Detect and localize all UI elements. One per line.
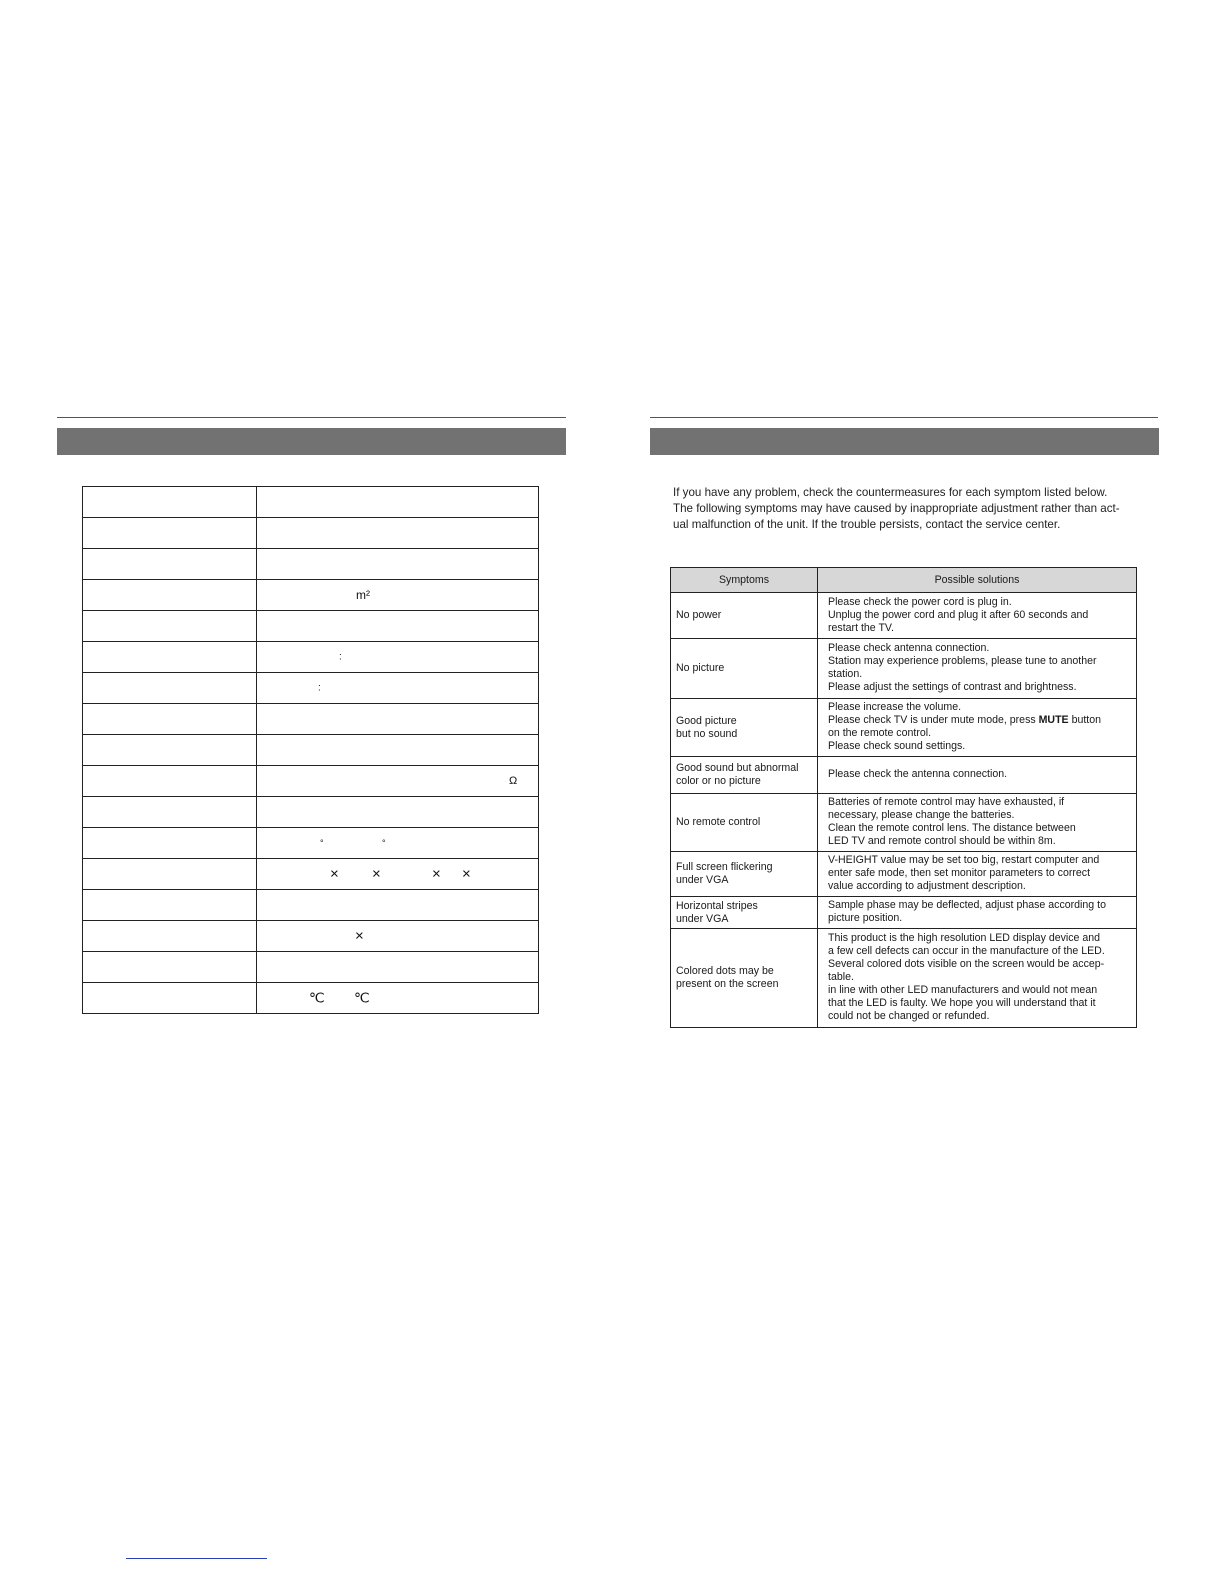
spec-label-cell bbox=[83, 642, 257, 673]
solution-cell bbox=[818, 794, 1137, 852]
spec-row bbox=[83, 611, 539, 642]
header-symptoms: Symptoms bbox=[671, 568, 818, 593]
spec-value-cell bbox=[257, 549, 539, 580]
solution-line: Please check sound settings. bbox=[828, 740, 966, 752]
solution-line: on the remote control. bbox=[828, 727, 932, 739]
spec-value-cell bbox=[257, 673, 539, 704]
ratio-colon: : bbox=[318, 682, 321, 694]
solution-line: Please check the power cord is plug in. bbox=[828, 595, 1012, 608]
spec-row bbox=[83, 549, 539, 580]
spec-label-cell bbox=[83, 580, 257, 611]
spec-row bbox=[83, 828, 539, 859]
spec-value-cell bbox=[257, 766, 539, 797]
solution-line: Sample phase may be deflected, adjust phase according to bbox=[828, 899, 1106, 911]
times-symbol: × bbox=[432, 865, 441, 883]
symptom-cell bbox=[671, 929, 818, 1028]
spec-label-cell bbox=[83, 549, 257, 580]
symptom-line: Full screen flickering bbox=[676, 861, 773, 873]
mute-button-label: MUTE bbox=[1038, 714, 1069, 726]
solution-line: Batteries of remote control may have exhausted, if bbox=[828, 796, 1065, 808]
spec-label-cell bbox=[83, 921, 257, 952]
spec-row bbox=[83, 580, 539, 611]
spec-value-cell bbox=[257, 580, 539, 611]
symptom-line: under VGA bbox=[676, 874, 729, 886]
spec-label-cell bbox=[83, 859, 257, 890]
spec-label-cell bbox=[83, 983, 257, 1014]
degree-symbol: ° bbox=[320, 838, 324, 848]
symptom-line: Good picture bbox=[676, 714, 737, 727]
solution-line: Please increase the volume. bbox=[828, 701, 962, 713]
spec-row bbox=[83, 642, 539, 673]
spec-row bbox=[83, 859, 539, 890]
spec-row bbox=[83, 487, 539, 518]
solution-text: Please check TV is under mute mode, press bbox=[828, 714, 1039, 726]
header-possible-solutions: Possible solutions bbox=[818, 568, 1137, 593]
symptom-line: Horizontal stripes bbox=[676, 899, 758, 912]
table-header-row bbox=[671, 568, 1137, 593]
table-row bbox=[671, 852, 1137, 897]
spec-row bbox=[83, 921, 539, 952]
intro-line: The following symptoms may have caused by inappropriate adjustment rather than act- bbox=[673, 502, 1120, 515]
solution-line: a few cell defects can occur in the manufacture of the LED. bbox=[828, 945, 1105, 957]
solution-line: enter safe mode, then set monitor parameters to correct bbox=[828, 867, 1091, 879]
spec-value-cell bbox=[257, 890, 539, 921]
spec-label-cell bbox=[83, 952, 257, 983]
solution-line: table. bbox=[828, 971, 854, 983]
spec-value-cell bbox=[257, 518, 539, 549]
table-row bbox=[671, 897, 1137, 929]
solution-line: This product is the high resolution LED display device and bbox=[828, 932, 1101, 944]
solution-line: that the LED is faulty. We hope you will understand that it bbox=[828, 997, 1096, 1009]
spec-value-cell bbox=[257, 642, 539, 673]
left-section-header-bar bbox=[57, 428, 566, 455]
solution-text: button bbox=[1068, 714, 1102, 726]
spec-label-cell bbox=[83, 735, 257, 766]
symptom-cell bbox=[671, 852, 818, 897]
solution-cell bbox=[818, 929, 1137, 1028]
solution-line: Station may experience problems, please tune to another bbox=[828, 655, 1097, 667]
symptom-line: under VGA bbox=[676, 912, 729, 925]
symptom-line: Colored dots may be bbox=[676, 965, 774, 977]
symptom-cell bbox=[671, 794, 818, 852]
symptom-line: color or no picture bbox=[676, 775, 761, 787]
times-symbol: × bbox=[462, 865, 471, 883]
spec-label-cell bbox=[83, 797, 257, 828]
spec-value-cell bbox=[257, 859, 539, 890]
solution-line: in line with other LED manufacturers and would not mean bbox=[828, 984, 1098, 996]
table-row bbox=[671, 929, 1137, 1028]
spec-label-cell bbox=[83, 487, 257, 518]
symptom-cell bbox=[671, 897, 818, 929]
right-top-rule bbox=[650, 417, 1158, 418]
symptom-cell bbox=[671, 639, 818, 699]
table-row bbox=[671, 593, 1137, 639]
solution-line: restart the TV. bbox=[828, 621, 894, 634]
solution-line: Please adjust the settings of contrast and brightness. bbox=[828, 681, 1077, 693]
spec-value-cell bbox=[257, 704, 539, 735]
symptom-line: No picture bbox=[676, 662, 725, 674]
spec-row bbox=[83, 735, 539, 766]
celsius-symbol: ℃ bbox=[309, 989, 325, 1006]
intro-line: ual malfunction of the unit. If the trouble persists, contact the service center. bbox=[673, 518, 1061, 531]
symptom-line: but no sound bbox=[676, 727, 738, 740]
spec-row bbox=[83, 766, 539, 797]
solution-line: LED TV and remote control should be within 8m. bbox=[828, 835, 1056, 847]
spec-row bbox=[83, 797, 539, 828]
solution-cell bbox=[818, 897, 1137, 929]
solution-line: V-HEIGHT value may be set too big, restart computer and bbox=[828, 854, 1100, 866]
square-meter-symbol: m² bbox=[356, 588, 370, 602]
spec-label-cell bbox=[83, 673, 257, 704]
spec-label-cell bbox=[83, 890, 257, 921]
troubleshooting-intro bbox=[673, 485, 1148, 533]
spec-row bbox=[83, 983, 539, 1014]
table-row bbox=[671, 639, 1137, 699]
symptom-cell bbox=[671, 699, 818, 757]
solution-cell bbox=[818, 639, 1137, 699]
symptom-line: No remote control bbox=[676, 816, 761, 828]
solution-line: station. bbox=[828, 668, 863, 680]
spec-value-cell bbox=[257, 735, 539, 766]
spec-value-cell bbox=[257, 952, 539, 983]
spec-row bbox=[83, 673, 539, 704]
solution-line: picture position. bbox=[828, 912, 903, 924]
symptom-line: No power bbox=[676, 609, 722, 621]
spec-label-cell bbox=[83, 766, 257, 797]
solution-line: Clean the remote control lens. The distance between bbox=[828, 822, 1076, 834]
spec-value-cell bbox=[257, 921, 539, 952]
right-section-header-bar bbox=[650, 428, 1159, 455]
spec-label-cell bbox=[83, 704, 257, 735]
ohm-symbol: Ω bbox=[509, 775, 518, 787]
symptom-line: Good sound but abnormal bbox=[676, 762, 799, 774]
solution-line: Please check antenna connection. bbox=[828, 642, 990, 654]
celsius-symbol: ℃ bbox=[354, 989, 370, 1006]
spec-value-cell bbox=[257, 797, 539, 828]
table-row bbox=[671, 794, 1137, 852]
spec-label-cell bbox=[83, 518, 257, 549]
times-symbol: × bbox=[330, 865, 339, 883]
solution-line: value according to adjustment description. bbox=[828, 880, 1026, 892]
solution-cell bbox=[818, 757, 1137, 794]
solution-line: Please check the antenna connection. bbox=[828, 768, 1008, 780]
ratio-colon: : bbox=[339, 651, 342, 663]
spec-value-cell bbox=[257, 983, 539, 1014]
spec-value-cell bbox=[257, 611, 539, 642]
solution-line: Several colored dots visible on the screen would be accep- bbox=[828, 958, 1105, 970]
spec-label-cell bbox=[83, 611, 257, 642]
table-row bbox=[671, 757, 1137, 794]
specifications-table bbox=[82, 486, 539, 1014]
spec-label-cell bbox=[83, 828, 257, 859]
intro-line: If you have any problem, check the countermeasures for each symptom listed below. bbox=[673, 486, 1108, 499]
left-top-rule bbox=[57, 417, 566, 418]
solution-cell bbox=[818, 852, 1137, 897]
spec-row bbox=[83, 518, 539, 549]
spec-value-cell bbox=[257, 828, 539, 859]
footer-link-underline bbox=[126, 1558, 267, 1559]
symptom-line: present on the screen bbox=[676, 978, 779, 990]
spec-row bbox=[83, 890, 539, 921]
times-symbol: × bbox=[355, 927, 364, 945]
troubleshooting-table bbox=[670, 567, 1137, 1028]
symptom-cell bbox=[671, 757, 818, 794]
solution-line: could not be changed or refunded. bbox=[828, 1010, 990, 1022]
solution-line: Unplug the power cord and plug it after 60 seconds and bbox=[828, 608, 1089, 621]
times-symbol: × bbox=[372, 865, 381, 883]
spec-value-cell bbox=[257, 487, 539, 518]
spec-row bbox=[83, 704, 539, 735]
solution-cell bbox=[818, 699, 1137, 757]
solution-cell bbox=[818, 593, 1137, 639]
degree-symbol: ° bbox=[382, 838, 386, 848]
table-row bbox=[671, 699, 1137, 757]
solution-line: necessary, please change the batteries. bbox=[828, 809, 1015, 821]
symptom-cell bbox=[671, 593, 818, 639]
solution-line bbox=[828, 714, 1132, 727]
spec-row bbox=[83, 952, 539, 983]
